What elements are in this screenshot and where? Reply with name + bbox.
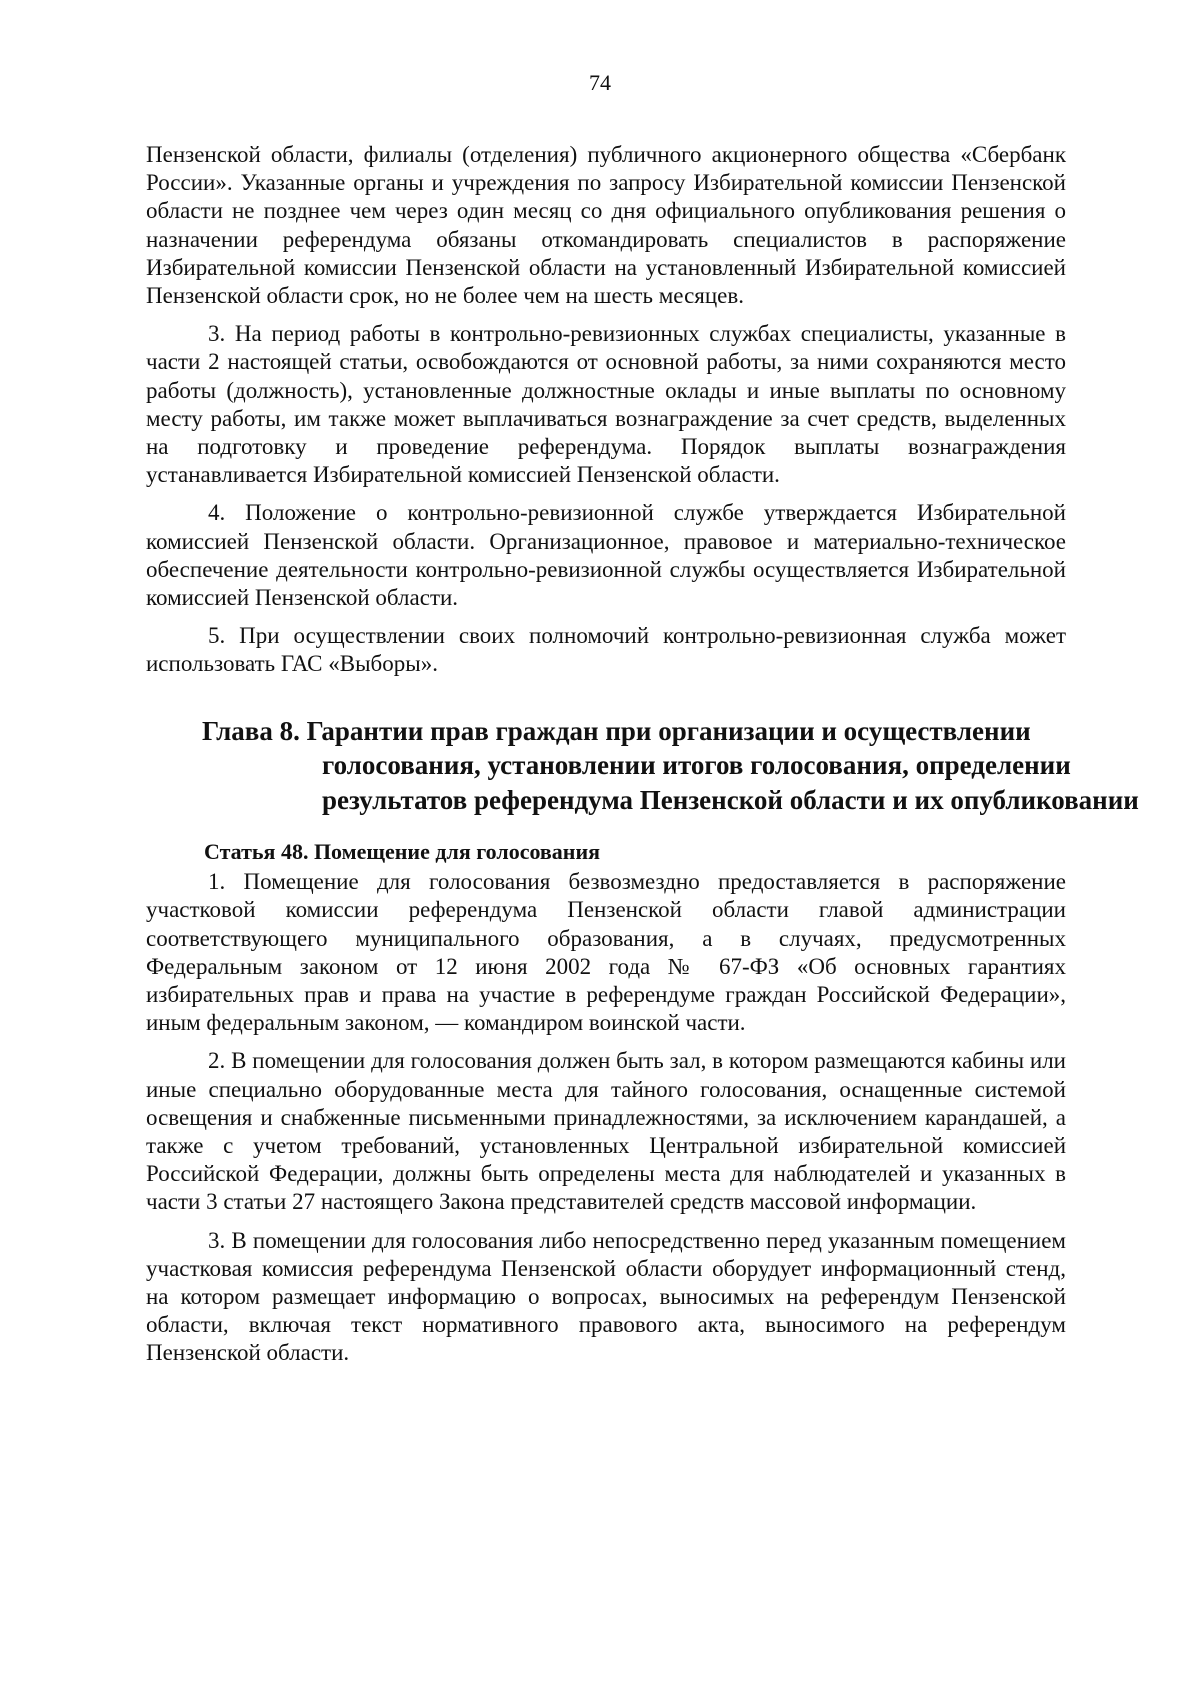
paragraph-continuation: Пензенской области, филиалы (отделения) публичного акционерного общества «Сбербанк России». Указанные органы и учреждения по запросу Избирательной комиссии Пензенской области не позднее чем через один месяц со дня официального опубликования решения о назначении референдума обязаны откомандировать специалистов в распоряжение Избирательной комиссии Пензенской области на установленный Избирательной комиссией Пензенской области срок, но не более чем на шесть месяцев. bbox=[146, 142, 1066, 309]
article-heading: Статья 48. Помещение для голосования bbox=[204, 839, 601, 865]
paragraph-5: 5. При осуществлении своих полномочий контрольно-ревизионная служба может использовать ГАС «Выборы». bbox=[146, 623, 1066, 677]
page-body bbox=[146, 141, 1139, 1368]
article-paragraph-1: 1. Помещение для голосования безвозмездно предоставляется в распоряжение участковой комиссии референдума Пензенской области главой администрации соответствующего муниципального образования, а в случаях, предусмотренных Федеральным законом от 12 июня 2002 года № 67-ФЗ «Об основных гарантиях избирательных прав и права на участие в референдуме граждан Российской Федерации», иным федеральным законом, — командиром воинской части. bbox=[146, 869, 1066, 1036]
paragraph-4: 4. Положение о контрольно-ревизионной службе утверждается Избирательной комиссией Пензенской области. Организационное, правовое и материально-техническое обеспечение деятельности контрольно-ревизионной службы осуществляется Избирательной комиссией Пензенской области. bbox=[146, 500, 1066, 611]
paragraph-3: 3. На период работы в контрольно-ревизионных службах специалисты, указанные в части 2 настоящей статьи, освобождаются от основной работы, за ними сохраняются место работы (должность), установленные должностные оклады и иные выплаты по основному месту работы, им также может выплачиваться вознаграждение за счет средств, выделенных на подготовку и проведение референдума. Порядок выплаты вознаграждения устанавливается Избирательной комиссией Пензенской области. bbox=[146, 321, 1066, 488]
chapter-heading: Глава 8. Гарантии прав граждан при организации и осуществлении голосования, установлении итогов голосования, определении результатов референдума Пензенской области и их опубликовании bbox=[202, 715, 1139, 815]
page-number: 74 bbox=[589, 70, 611, 95]
article-paragraph-2: 2. В помещении для голосования должен быть зал, в котором размещаются кабины или иные специально оборудованные места для тайного голосования, оснащенные системой освещения и снабженные письменными принадлежностями, за исключением карандашей, а также с учетом требований, установленных Центральной избирательной комиссией Российской Федерации, должны быть определены места для наблюдателей и указанных в части 3 статьи 27 настоящего Закона представителей средств массовой информации. bbox=[146, 1048, 1066, 1215]
article-paragraph-3: 3. В помещении для голосования либо непосредственно перед указанным помещением участковая комиссия референдума Пензенской области оборудует информационный стенд, на котором размещает информацию о вопросах, выносимых на референдум Пензенской области, включая текст нормативного правового акта, выносимого на референдум Пензенской области. bbox=[146, 1227, 1066, 1366]
